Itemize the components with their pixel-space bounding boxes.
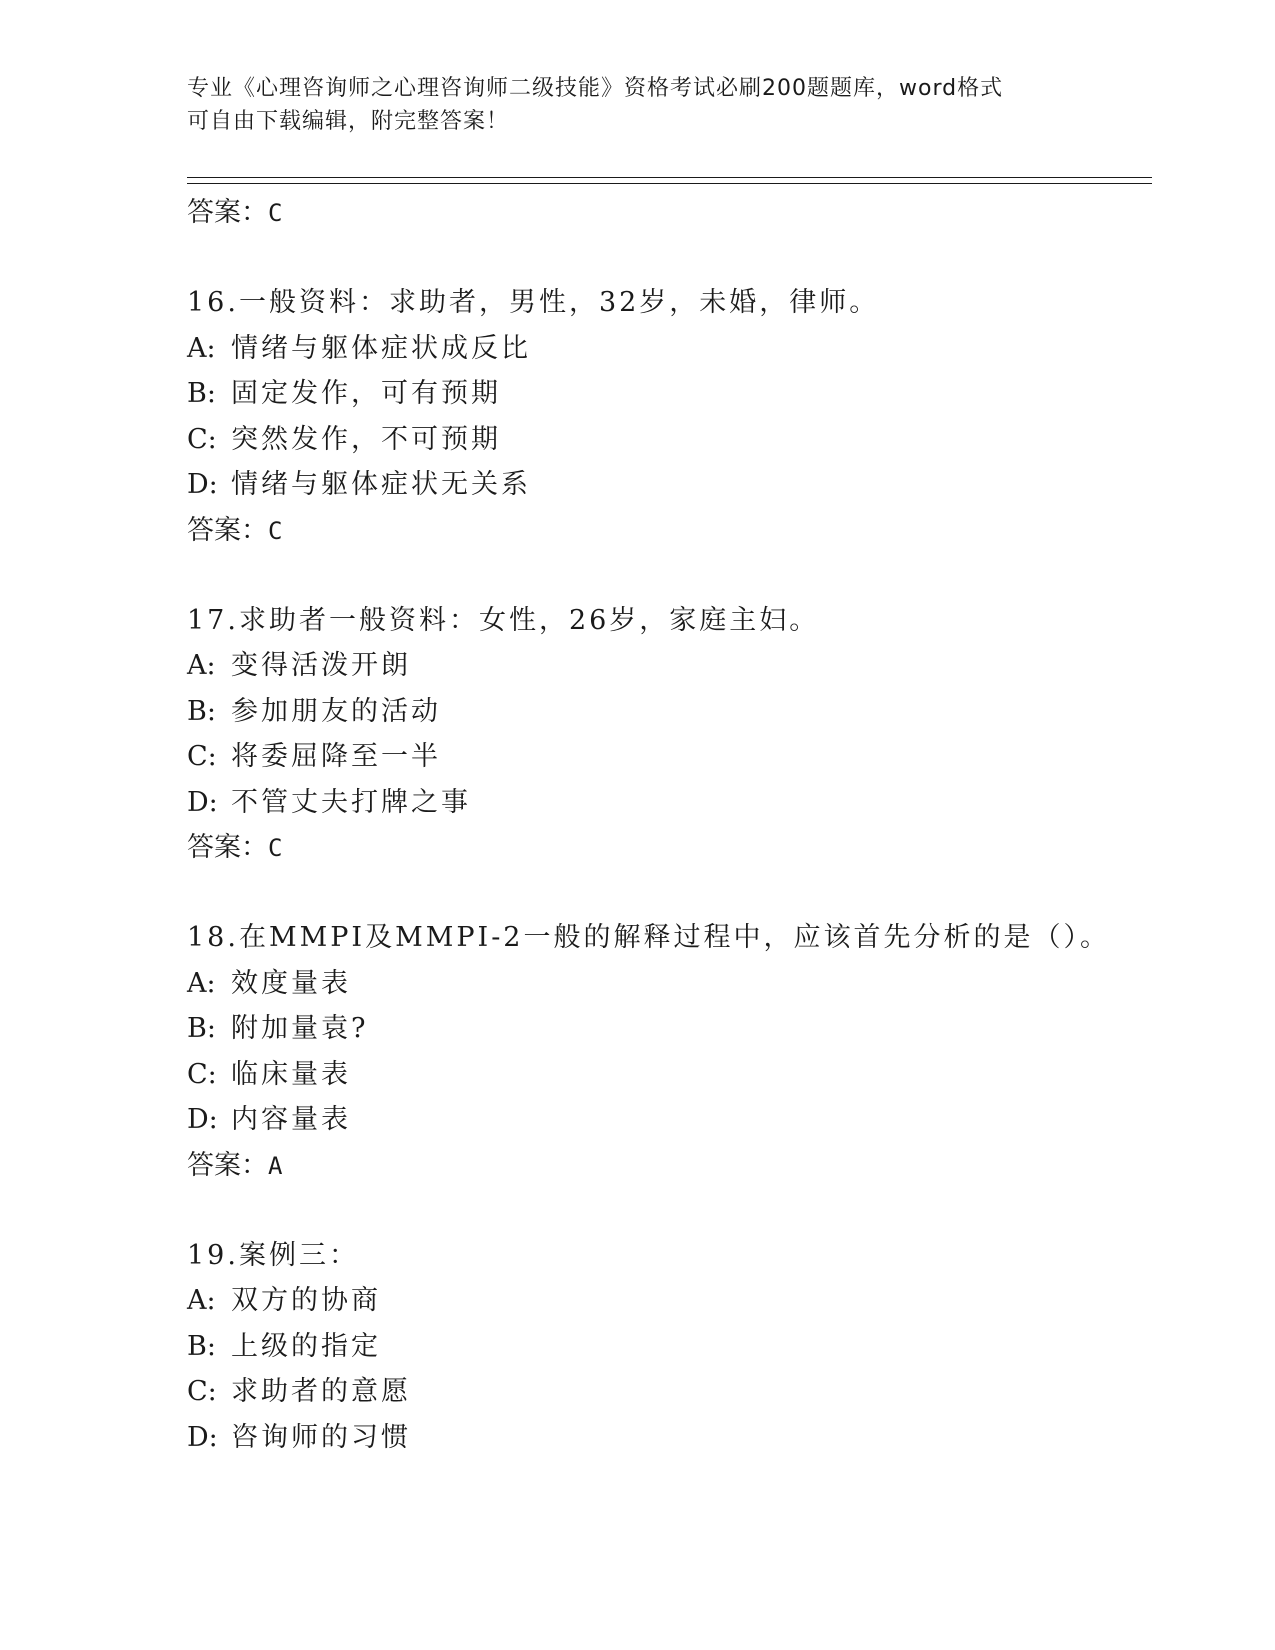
option-key: C: xyxy=(187,1058,217,1090)
document-body xyxy=(187,190,1147,1460)
option-text: 变得活泼开朗 xyxy=(231,650,411,681)
option-key: B: xyxy=(187,1330,216,1362)
answer-label: 答案： xyxy=(187,1149,268,1181)
option-key: A: xyxy=(187,1285,216,1316)
answer-label: 答案： xyxy=(187,514,268,546)
option-key: D: xyxy=(187,469,218,500)
option-c xyxy=(187,417,1147,463)
option-key: D: xyxy=(187,786,218,818)
question-16 xyxy=(187,280,1147,553)
question-18 xyxy=(187,915,1147,1188)
header-line-1: 专业《心理咨询师之心理咨询师二级技能》资格考试必刷200题题库，word格式 xyxy=(187,76,1004,101)
option-text: 咨询师的习惯 xyxy=(231,1421,411,1453)
option-b xyxy=(187,371,1147,417)
question-19 xyxy=(187,1233,1147,1461)
option-key: B: xyxy=(187,378,216,409)
option-a xyxy=(187,1278,1147,1324)
option-key: A: xyxy=(187,332,216,364)
option-key: B: xyxy=(187,695,216,727)
option-key: C: xyxy=(187,1376,217,1407)
question-stem: 17.求助者一般资料：女性，26岁，家庭主妇。 xyxy=(187,604,820,636)
option-d xyxy=(187,462,1147,508)
option-key: D: xyxy=(187,1421,218,1453)
answer-label: 答案： xyxy=(187,197,268,228)
option-d xyxy=(187,1097,1147,1143)
option-c xyxy=(187,1369,1147,1415)
answer-label: 答案： xyxy=(187,832,268,863)
answer-line xyxy=(187,825,1147,870)
option-key: A: xyxy=(187,967,216,999)
option-text: 情绪与躯体症状无关系 xyxy=(231,469,531,500)
header-divider-bottom xyxy=(187,183,1152,184)
option-text: 上级的指定 xyxy=(231,1330,381,1362)
option-text: 参加朋友的活动 xyxy=(231,695,441,727)
option-key: D: xyxy=(187,1104,218,1135)
option-text: 临床量表 xyxy=(231,1058,351,1090)
document-header xyxy=(187,72,1087,138)
option-text: 效度量表 xyxy=(231,967,351,999)
header-divider-top xyxy=(187,177,1152,178)
answer-line xyxy=(187,508,1147,553)
answer-value: A xyxy=(268,1151,283,1180)
option-b xyxy=(187,689,1147,735)
option-text: 附加量袁? xyxy=(231,1013,369,1044)
answer-value: C xyxy=(268,834,283,862)
option-key: C: xyxy=(187,423,217,455)
option-d xyxy=(187,780,1147,826)
answer-value: C xyxy=(268,199,283,227)
option-c xyxy=(187,1052,1147,1098)
header-line-2: 可自由下载编辑，附完整答案！ xyxy=(187,109,510,134)
question-stem: 16.一般资料：求助者，男性，32岁，未婚，律师。 xyxy=(187,287,880,318)
option-c xyxy=(187,734,1147,780)
answer-line xyxy=(187,1143,1147,1188)
option-text: 情绪与躯体症状成反比 xyxy=(231,332,531,364)
answer-value: C xyxy=(268,516,283,545)
option-text: 内容量表 xyxy=(231,1104,351,1135)
question-17 xyxy=(187,598,1147,871)
option-text: 不管丈夫打牌之事 xyxy=(231,786,471,818)
option-a xyxy=(187,961,1147,1007)
option-key: A: xyxy=(187,650,216,681)
option-text: 将委屈降至一半 xyxy=(231,741,441,772)
option-text: 双方的协商 xyxy=(231,1285,381,1316)
option-key: B: xyxy=(187,1013,216,1044)
option-a xyxy=(187,643,1147,689)
option-text: 固定发作，可有预期 xyxy=(231,378,501,409)
option-text: 突然发作，不可预期 xyxy=(231,423,501,455)
option-text: 求助者的意愿 xyxy=(231,1376,411,1407)
option-b xyxy=(187,1324,1147,1370)
option-b xyxy=(187,1006,1147,1052)
answer-line xyxy=(187,190,1147,235)
question-stem: 18.在MMPI及MMPI-2一般的解释过程中，应该首先分析的是（）。 xyxy=(187,922,1110,953)
question-stem: 19.案例三： xyxy=(187,1239,359,1271)
option-a xyxy=(187,326,1147,372)
option-d xyxy=(187,1415,1147,1461)
option-key: C: xyxy=(187,741,217,772)
